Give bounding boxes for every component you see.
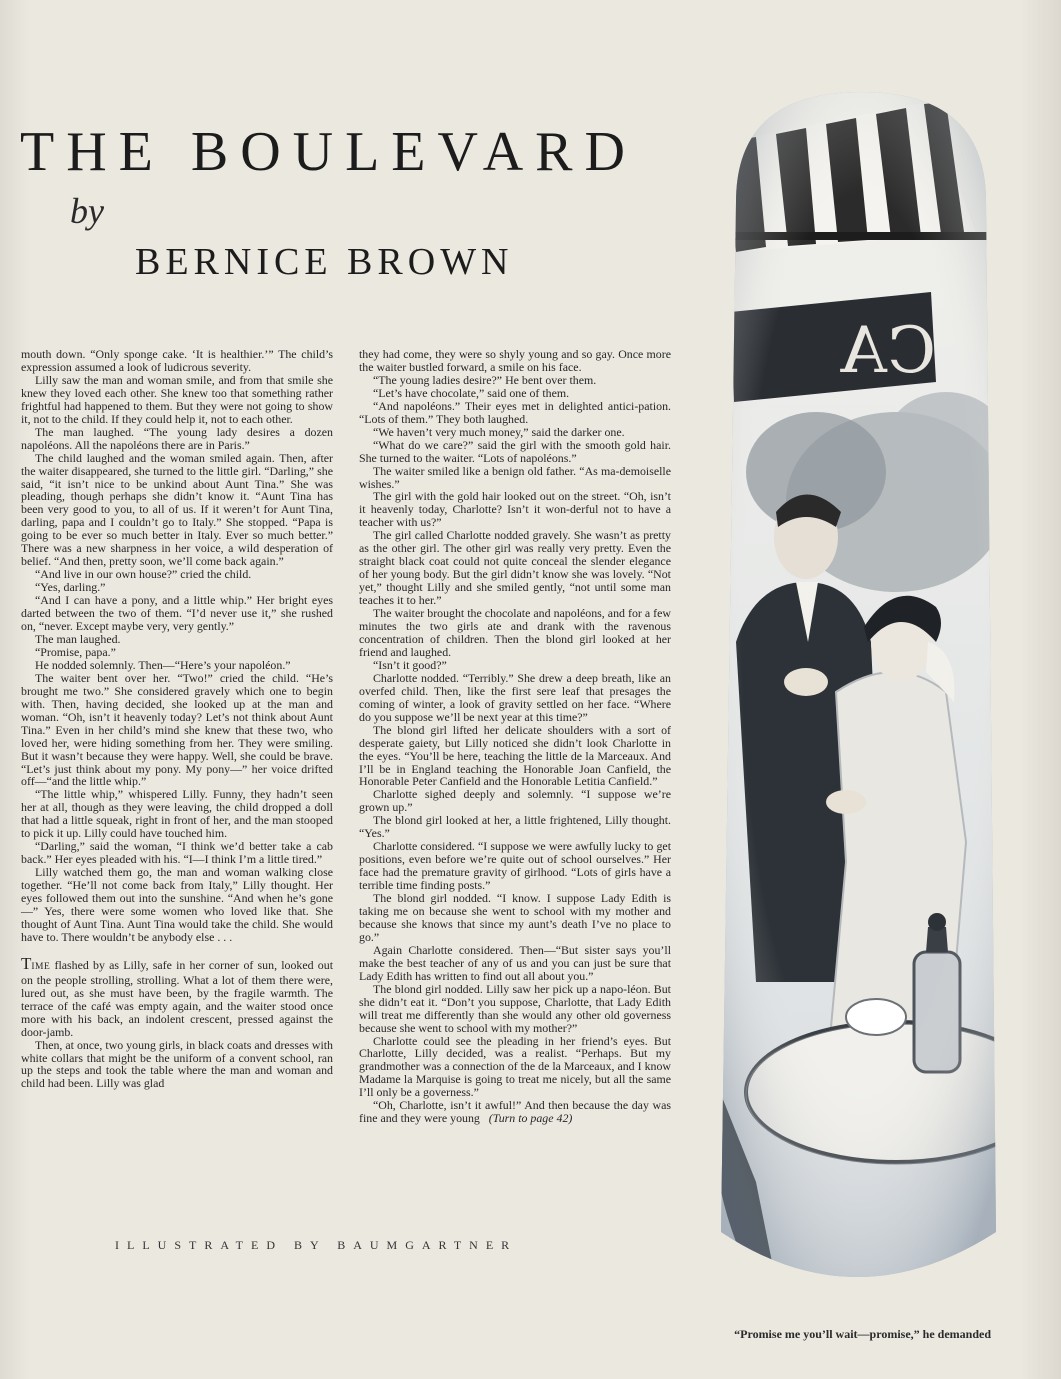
paragraph-text: The waiter bent over her. “Two!” cried the child. “He’s brought me two.” She considered gravely which one to begin with. Then, having decided, she looked up at the man and woman. “Oh, isn’t it heavenly today? Let’s not think about Aunt Tina.” Even in her child’s mind she knew that these two, who loved her, were hiding something from her. They were smiling. But it wasn’t because they were happy. Well, she could be brave. “Let’s just think about my pony. My pony—” her voice drifted off—“and the little whip.” <box>21 670 333 789</box>
paragraph-text: The blond girl nodded. Lilly saw her pick up a napo-léon. But she didn’t eat it. “Don’t you suppose, Charlotte, that Lady Edith will treat me differently than she would any other old governess because she went to school with my mother?” <box>359 981 671 1035</box>
story-paragraph <box>359 490 671 529</box>
paragraph-text: Charlotte could see the pleading in her friend’s eyes. But Charlotte, Lilly decided, was a realist. “Perhaps. But my grandmother was a connection of the de la Marceaux, and I know Madame la Marquise is going to treat me nicely, but all the same I’ll only be a governess.” <box>359 1033 671 1100</box>
illustration-caption: “Promise me you’ll wait—promise,” he demanded <box>734 1327 991 1341</box>
story-paragraph <box>359 944 671 983</box>
paragraph-text: “Promise, papa.” <box>35 644 116 659</box>
paragraph-text: “And live in our own house?” cried the child. <box>35 567 252 582</box>
illustration-credit: ILLUSTRATED BY BAUMGARTNER <box>115 1238 518 1252</box>
story-paragraph <box>21 1039 333 1091</box>
paragraph-text: “Darling,” said the woman, “I think we’d better take a cab back.” Her eyes pleaded with his. “I—I think I’m a little tired.” <box>21 839 333 867</box>
text-column-left <box>21 348 333 1090</box>
story-paragraph <box>359 788 671 814</box>
story-paragraph <box>21 594 333 633</box>
byline-by: by <box>70 191 104 231</box>
story-paragraph <box>21 374 333 426</box>
paragraph-text: Then, at once, two young girls, in black coats and dresses with white collars that might be the uniform of a convent school, ran up the steps and took the table where the man and woman and child had been. Lilly was glad <box>21 1037 333 1091</box>
story-paragraph <box>359 892 671 944</box>
paragraph-text: Charlotte nodded. “Terribly.” She drew a deep breath, like an overfed child. Then, like the first sere leaf that presages the coming of winter, a look of gravity settled on her face. “Where do you suppose we’ll be next year at this time?” <box>359 670 671 724</box>
paragraph-text: flashed by as Lilly, safe in her corner of sun, looked out on the people strolling, strolling. What a lot of them there were, lured out, as she must have been, by the fragile warmth. The terrace of the café was empty again, and the waiter stood once more with his back, an indolent crescent, pressed against the door-jamb. <box>21 957 333 1039</box>
paragraph-text: Lilly watched them go, the man and woman walking close together. “He’ll not come back from Italy,” Lilly thought. Her eyes followed them out into the sunshine. “And when he’s gone—” Yes, there were some women who loved like that. She thought of Aunt Tina. Aunt Tina would take the child. She would have to. There wouldn’t be anybody else . . . <box>21 865 333 944</box>
paragraph-text: Charlotte considered. “I suppose we were awfully lucky to get positions, even before we’re quite out of school ourselves.” Her face had the premature gravity of girlhood. “Lots of girls have a terrible time finding posts.” <box>359 839 671 893</box>
paragraph-text: “We haven’t very much money,” said the darker one. <box>373 424 625 439</box>
paragraph-text: The blond girl lifted her delicate shoulders with a sort of desperate gaiety, but Lilly noticed she didn’t look Charlotte in the eyes. “You’ll be here, teaching the little de la Marceaux. And I’ll be in England teaching the Honorable Joan Canfield, the Honorable Peter Canfield and the Honorable Letitia Canfield.” <box>359 722 671 789</box>
article-title: THE BOULEVARD <box>20 121 637 183</box>
paragraph-text: “The young ladies desire?” He bent over them. <box>373 372 597 387</box>
story-paragraph <box>359 348 671 374</box>
story-paragraph <box>359 529 671 607</box>
story-paragraph <box>21 672 333 789</box>
small-caps-lead: IME <box>31 961 51 972</box>
paragraph-text: The waiter smiled like a benign old father. “As ma-demoiselle wishes.” <box>359 463 671 491</box>
paragraph-text: “What do we care?” said the girl with the smooth gold hair. She turned to the waiter. “Lots of napoléons.” <box>359 437 671 465</box>
paragraph-text: “Yes, darling.” <box>35 580 106 595</box>
paragraph-text: “And I can have a pony, and a little whip.” Her bright eyes darted between the two of them. “I’d never use it,” she rushed on, “never. Except maybe very, very gently.” <box>21 593 333 634</box>
paragraph-text: “Isn’t it good?” <box>373 657 447 672</box>
story-paragraph <box>359 607 671 659</box>
story-paragraph <box>359 983 671 1035</box>
paragraph-text: The man laughed. “The young lady desires a dozen napoléons. All the napoléons there are in Paris.” <box>21 424 333 452</box>
story-paragraph <box>21 452 333 569</box>
paragraph-text: Lilly saw the man and woman smile, and from that smile she knew they loved each other. She knew too that something rather frightful had happened to them. But they were not going to show it, not to the child. If they could help it, not to each other. <box>21 372 333 426</box>
author-name: BERNICE BROWN <box>135 241 514 283</box>
story-paragraph <box>359 814 671 840</box>
paragraph-text: The waiter brought the chocolate and napoléons, and for a few minutes the two girls ate and drank with the ravenous concentration of children. Then the blond girl looked at her friend and laughed. <box>359 606 671 659</box>
paragraph-text: Again Charlotte considered. Then—“But sister says you’ll make the best teacher of any of us and you can just be sure that Lady Edith has written to find out all about you.” <box>359 942 671 983</box>
story-paragraph <box>21 953 333 1039</box>
story-paragraph <box>21 426 333 452</box>
paragraph-text: The man laughed. <box>35 631 121 646</box>
story-paragraph <box>359 400 671 426</box>
paragraph-text: The girl called Charlotte nodded gravely. She wasn’t as pretty as the other girl. The other girl was really very pretty. Even the straight black coat could not quite conceal the slender elegance of her young body. But the girl didn’t know she was lovely. “Not yet,” thought Lilly and she smiled gently, “not until some man teaches it to her.” <box>359 528 671 608</box>
drop-cap: T <box>21 953 32 973</box>
paragraph-text: The child laughed and the woman smiled again. Then, after the waiter disappeared, she turned to the little girl. “Darling,” she said, “it isn’t nice to be unkind about Aunt Tina.” She was pleading, though perhaps she didn’t know it. “Aunt Tina has been very good to you, to all of us. If it weren’t for Aunt Tina, darling, papa and I couldn’t go to Italy.” She stopped. “Papa is going to be ever so much better in Italy. Ever so much better.” There was a new sharpness in her voice, a wild desperation of belief. “And then, pretty soon, we’ll come back again.” <box>21 450 333 569</box>
paragraph-text: “The little whip,” whispered Lilly. Funny, they hadn’t seen her at all, though as they were leaving, the child dropped a doll that had a little squeak, right in front of her, and the man stooped to pick it up. Lilly could have touched him. <box>21 787 333 841</box>
paragraph-text: they had come, they were so shyly young and so gay. Once more the waiter bustled forward, a smile on his face. <box>359 347 671 374</box>
paragraph-text: Charlotte sighed deeply and solemnly. “I suppose we’re grown up.” <box>359 787 671 815</box>
continued-on-page-note: (Turn to page 42) <box>488 1111 573 1126</box>
story-illustration <box>696 82 1026 1314</box>
story-paragraph <box>359 672 671 724</box>
story-paragraph <box>359 840 671 892</box>
story-paragraph <box>359 465 671 491</box>
story-paragraph <box>21 788 333 840</box>
paragraph-text: “Oh, Charlotte, isn’t it awful!” And then because the day was fine and they were young <box>359 1098 671 1126</box>
story-paragraph <box>359 1099 671 1125</box>
paragraph-text: “Let’s have chocolate,” said one of them. <box>373 385 570 400</box>
paragraph-text: The blond girl looked at her, a little frightened, Lilly thought. “Yes.” <box>359 813 671 841</box>
story-paragraph <box>21 348 333 374</box>
story-paragraph <box>359 1035 671 1100</box>
text-column-right <box>359 348 671 1125</box>
paragraph-text: mouth down. “Only sponge cake. ‘It is healthier.’” The child’s expression assumed a look of ludicrous severity. <box>21 347 333 374</box>
story-paragraph <box>359 724 671 789</box>
story-paragraph <box>21 866 333 944</box>
paragraph-text: The girl with the gold hair looked out on the street. “Oh, isn’t it heavenly today, Charlotte? Isn’t it won-derful not to have a teacher with us?” <box>359 489 671 530</box>
story-paragraph <box>359 439 671 465</box>
story-paragraph <box>21 840 333 866</box>
paragraph-text: He nodded solemnly. Then—“Here’s your napoléon.” <box>35 657 291 672</box>
paragraph-text: The blond girl nodded. “I know. I suppose Lady Edith is taking me on because she went to school with my mother and because she knows that since my aunt’s death I’ve no place to go.” <box>359 891 671 944</box>
paragraph-text: “And napoléons.” Their eyes met in delighted antici-pation. “Lots of them.” They both laughed. <box>359 398 671 426</box>
